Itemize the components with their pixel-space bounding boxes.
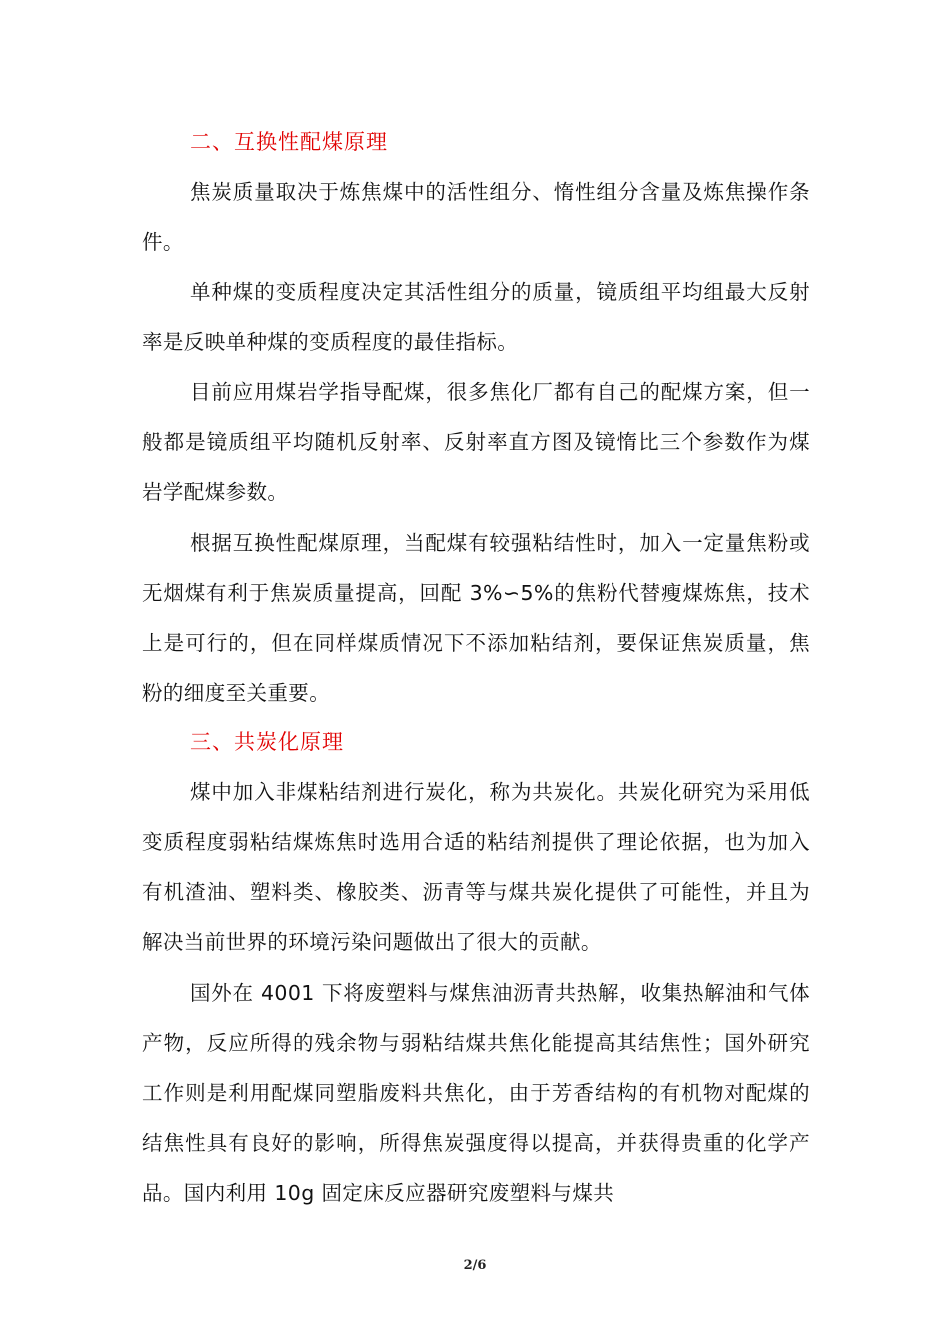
paragraph-4: 根据互换性配煤原理，当配煤有较强粘结性时，加入一定量焦粉或无烟煤有利于焦炭质量提高，回配 3%∽5%的焦粉代替瘦煤炼焦，技术上是可行的，但在同样煤质情况下不添加粘结剂，要保证焦炭质量，焦粉的细度至关重要。 [142, 531, 810, 705]
paragraph-6: 国外在 4001 下将废塑料与煤焦油沥青共热解，收集热解油和气体产物，反应所得的残余物与弱粘结煤共焦化能提高其结焦性；国外研究工作则是利用配煤同塑脂废料共焦化，由于芳香结构的有机物对配煤的结焦性具有良好的影响，所得焦炭强度得以提高，并获得贵重的化学产品。国内利用 10g 固定床反应器研究废塑料与煤共 [142, 981, 810, 1205]
page-number: 2/6 [463, 1258, 487, 1273]
paragraph-1: 焦炭质量取决于炼焦煤中的活性组分、惰性组分含量及炼焦操作条件。 [142, 180, 810, 254]
paragraph-2: 单种煤的变质程度决定其活性组分的质量，镜质组平均组最大反射率是反映单种煤的变质程度的最佳指标。 [142, 280, 810, 354]
section-heading-2: 二、互换性配煤原理 [190, 130, 388, 154]
paragraph-5: 煤中加入非煤粘结剂进行炭化，称为共炭化。共炭化研究为采用低变质程度弱粘结煤炼焦时选用合适的粘结剂提供了理论依据，也为加入有机渣油、塑料类、橡胶类、沥青等与煤共炭化提供了可能性，并且为解决当前世界的环境污染问题做出了很大的贡献。 [142, 780, 810, 954]
section-heading-3: 三、共炭化原理 [190, 730, 344, 754]
paragraph-3: 目前应用煤岩学指导配煤，很多焦化厂都有自己的配煤方案，但一般都是镜质组平均随机反射率、反射率直方图及镜惰比三个参数作为煤岩学配煤参数。 [142, 380, 810, 504]
